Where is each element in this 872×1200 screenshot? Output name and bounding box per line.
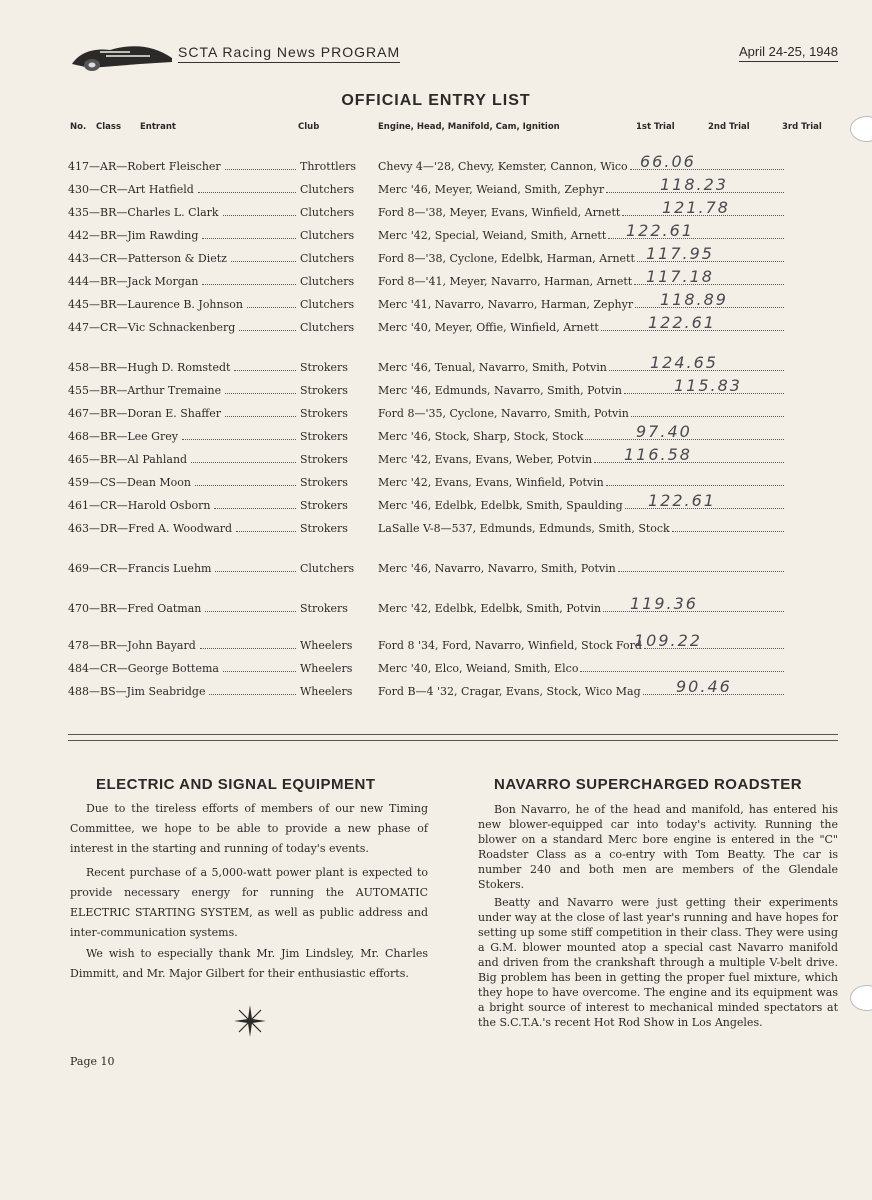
- club-cell: Clutchers: [300, 183, 355, 196]
- club-cell: Clutchers: [300, 229, 355, 242]
- table-row: [68, 562, 838, 580]
- electric-paragraph: Due to the tireless efforts of members of our new Timing Committee, we hope to be able to provide a new phase of interest in the starting and running of today's events.: [70, 802, 428, 855]
- entrant-cell: 459—CS—Dean Moon: [68, 476, 192, 489]
- leader-dots: [191, 462, 296, 463]
- entrant-cell: 484—CR—George Bottema: [68, 662, 219, 675]
- navarro-section-title: NAVARRO SUPERCHARGED ROADSTER: [494, 776, 803, 793]
- club-cell: Clutchers: [300, 252, 355, 265]
- table-row: [68, 407, 838, 425]
- column-trial-2: 2nd Trial: [708, 122, 750, 132]
- table-row: [68, 290, 838, 316]
- club-cell: Clutchers: [300, 321, 355, 334]
- entrant-cell: 455—BR—Arthur Tremaine: [68, 384, 222, 397]
- entry-list-title: OFFICIAL ENTRY LIST: [341, 92, 531, 109]
- entrant-cell: 442—BR—Jim Rawding: [68, 229, 199, 242]
- page-number: Page 10: [70, 1055, 115, 1068]
- column-club: Club: [298, 122, 320, 132]
- table-row: [68, 445, 838, 471]
- section-divider-top: [68, 734, 838, 735]
- column-entrant: Entrant: [140, 122, 176, 132]
- engine-cell: Merc '46, Edelbk, Edelbk, Smith, Spaulding: [378, 499, 623, 512]
- club-cell: Strokers: [300, 499, 348, 512]
- leader-dots: [223, 215, 296, 216]
- engine-cell: Merc '42, Evans, Evans, Winfield, Potvin: [378, 476, 604, 489]
- trial-time-handwritten: 117.18: [646, 267, 714, 286]
- club-cell: Strokers: [300, 453, 348, 466]
- trial-time-handwritten: 124.65: [650, 353, 718, 372]
- electric-section-title: ELECTRIC AND SIGNAL EQUIPMENT: [96, 776, 376, 793]
- engine-cell: Ford 8—'38, Meyer, Evans, Winfield, Arnett: [378, 206, 621, 219]
- leader-dots: [205, 611, 296, 612]
- entrant-cell: 463—DR—Fred A. Woodward: [68, 522, 233, 535]
- leader-dots: [225, 416, 296, 417]
- engine-cell: Merc '46, Edmunds, Navarro, Smith, Potvin: [378, 384, 622, 397]
- table-row: [68, 422, 838, 448]
- leader-dots: [236, 531, 296, 532]
- column-trial-3: 3rd Trial: [782, 122, 822, 132]
- entrant-cell: 430—CR—Art Hatfield: [68, 183, 194, 196]
- club-cell: Strokers: [300, 407, 348, 420]
- section-divider-bottom: [68, 740, 838, 741]
- trial-time-handwritten: 122.61: [648, 491, 716, 510]
- entrant-cell: 444—BR—Jack Morgan: [68, 275, 199, 288]
- engine-cell: Merc '41, Navarro, Navarro, Harman, Zephyr: [378, 298, 634, 311]
- leader-dots: [580, 671, 784, 672]
- table-row: [68, 221, 838, 247]
- table-row: [68, 198, 838, 224]
- leader-dots: [618, 571, 784, 572]
- entrant-cell: 467—BR—Doran E. Shaffer: [68, 407, 221, 420]
- star-ornament-icon: [232, 1003, 268, 1039]
- entrant-cell: 417—AR—Robert Fleischer: [68, 160, 221, 173]
- engine-cell: Ford 8—'38, Cyclone, Edelbk, Harman, Arnett: [378, 252, 635, 265]
- binder-hole-bottom: [850, 985, 872, 1011]
- table-row: [68, 244, 838, 270]
- entrant-cell: 445—BR—Laurence B. Johnson: [68, 298, 243, 311]
- table-row: [68, 313, 838, 339]
- club-cell: Wheelers: [300, 639, 353, 652]
- engine-cell: Merc '46, Stock, Sharp, Stock, Stock: [378, 430, 584, 443]
- trial-time-handwritten: 121.78: [662, 198, 730, 217]
- club-cell: Strokers: [300, 522, 348, 535]
- leader-dots: [672, 531, 784, 532]
- electric-paragraph: Recent purchase of a 5,000-watt power plant is expected to provide necessary energy for running the AUTOMATIC ELECTRIC STARTING SYSTEM, as well as public address and inter-communication systems.: [70, 866, 428, 939]
- engine-cell: Merc '40, Meyer, Offie, Winfield, Arnett: [378, 321, 599, 334]
- engine-cell: Merc '42, Evans, Evans, Weber, Potvin: [378, 453, 593, 466]
- engine-cell: Merc '40, Elco, Weiand, Smith, Elco: [378, 662, 579, 675]
- club-cell: Strokers: [300, 361, 348, 374]
- page-header: [70, 40, 838, 64]
- table-row: [68, 631, 838, 657]
- entrant-cell: 478—BR—John Bayard: [68, 639, 196, 652]
- entrant-cell: 461—CR—Harold Osborn: [68, 499, 211, 512]
- club-cell: Wheelers: [300, 662, 353, 675]
- engine-cell: Chevy 4—'28, Chevy, Kemster, Cannon, Wico: [378, 160, 628, 173]
- table-row: [68, 677, 838, 703]
- entrant-cell: 465—BR—Al Pahland: [68, 453, 188, 466]
- club-cell: Strokers: [300, 602, 348, 615]
- navarro-paragraph: Beatty and Navarro were just getting their experiments under way at the close of last year's running and have hopes for setting up some stiff competition in their class. They were using a G.M. blower mounted atop a special cast Navarro manifold and driven from the crankshaft through a multiple V-belt drive. Big problem has been in getting the proper fuel mixture, which they hope to have overcome. The engine and its equipment was a bright source of interest to mechanical minded spectators at the S.C.T.A.'s recent Hot Rod Show in Los Angeles.: [478, 896, 838, 1029]
- entrant-cell: 469—CR—Francis Luehm: [68, 562, 212, 575]
- trial-time-handwritten: 122.61: [626, 221, 694, 240]
- club-cell: Strokers: [300, 384, 348, 397]
- club-cell: Strokers: [300, 476, 348, 489]
- entrant-cell: 468—BR—Lee Grey: [68, 430, 178, 443]
- table-row: [68, 376, 838, 402]
- engine-cell: Merc '46, Meyer, Weiand, Smith, Zephyr: [378, 183, 605, 196]
- trial-time-handwritten: 109.22: [634, 631, 702, 650]
- column-trial-1: 1st Trial: [636, 122, 675, 132]
- trial-time-handwritten: 66.06: [640, 152, 696, 171]
- club-cell: Strokers: [300, 430, 348, 443]
- club-cell: Clutchers: [300, 275, 355, 288]
- engine-cell: Merc '46, Tenual, Navarro, Smith, Potvin: [378, 361, 607, 374]
- column-engine: Engine, Head, Manifold, Cam, Ignition: [378, 122, 560, 132]
- engine-cell: Merc '42, Edelbk, Edelbk, Smith, Potvin: [378, 602, 602, 615]
- leader-dots: [182, 439, 296, 440]
- entrant-cell: 470—BR—Fred Oatman: [68, 602, 202, 615]
- table-row: [68, 522, 838, 540]
- engine-cell: Merc '42, Special, Weiand, Smith, Arnett: [378, 229, 607, 242]
- club-cell: Clutchers: [300, 206, 355, 219]
- leader-dots: [195, 485, 296, 486]
- trial-time-handwritten: 119.36: [630, 594, 698, 613]
- club-cell: Clutchers: [300, 298, 355, 311]
- trial-time-handwritten: 122.61: [648, 313, 716, 332]
- engine-cell: Merc '46, Navarro, Navarro, Smith, Potvin: [378, 562, 616, 575]
- trial-time-handwritten: 115.83: [674, 376, 742, 395]
- leader-dots: [215, 571, 296, 572]
- leader-dots: [223, 671, 296, 672]
- club-cell: Clutchers: [300, 562, 355, 575]
- table-row: [68, 491, 838, 517]
- binder-hole-top: [850, 116, 872, 142]
- trial-time-handwritten: 90.46: [676, 677, 732, 696]
- entrant-cell: 435—BR—Charles L. Clark: [68, 206, 219, 219]
- club-cell: Throttlers: [300, 160, 357, 173]
- navarro-paragraph: Bon Navarro, he of the head and manifold, has entered his new blower-equipped car into today's activity. Running the blower on a standard Merc bore engine is entered in the "C" Roadster Class as a co-entry with Tom Beatty. The car is number 240 and both men are members of the Glendale Stokers.: [478, 803, 838, 891]
- entrant-cell: 447—CR—Vic Schnackenberg: [68, 321, 236, 334]
- engine-cell: Ford 8—'35, Cyclone, Navarro, Smith, Potvin: [378, 407, 629, 420]
- leader-dots: [225, 393, 296, 394]
- table-row: [68, 476, 838, 494]
- program-date: April 24-25, 1948: [739, 44, 838, 62]
- entrant-cell: 458—BR—Hugh D. Romstedt: [68, 361, 231, 374]
- club-cell: Wheelers: [300, 685, 353, 698]
- leader-dots: [200, 648, 296, 649]
- program-title: SCTA Racing News PROGRAM: [178, 44, 400, 63]
- race-car-logo-icon: [70, 38, 174, 74]
- leader-dots: [209, 694, 296, 695]
- trial-time-handwritten: 97.40: [636, 422, 692, 441]
- trial-time-handwritten: 118.89: [660, 290, 728, 309]
- entrant-cell: 488—BS—Jim Seabridge: [68, 685, 206, 698]
- electric-paragraph: We wish to especially thank Mr. Jim Lindsley, Mr. Charles Dimmitt, and Mr. Major Gilbert for their enthusiastic efforts.: [70, 947, 428, 980]
- column-class: Class: [96, 122, 122, 132]
- leader-dots: [234, 370, 296, 371]
- trial-time-handwritten: 116.58: [624, 445, 692, 464]
- leader-dots: [202, 238, 296, 239]
- trial-time-handwritten: 117.95: [646, 244, 714, 263]
- table-row: [68, 594, 838, 620]
- leader-dots: [631, 416, 784, 417]
- leader-dots: [239, 330, 296, 331]
- leader-dots: [225, 169, 296, 170]
- engine-cell: Ford 8—'41, Meyer, Navarro, Harman, Arnett: [378, 275, 633, 288]
- engine-cell: LaSalle V-8—537, Edmunds, Edmunds, Smith, Stock: [378, 522, 670, 535]
- leader-dots: [606, 485, 784, 486]
- column-no: No.: [70, 122, 87, 132]
- leader-dots: [214, 508, 296, 509]
- engine-cell: Ford B—4 '32, Cragar, Evans, Stock, Wico Mag: [378, 685, 641, 698]
- leader-dots: [202, 284, 296, 285]
- leader-dots: [247, 307, 296, 308]
- leader-dots: [231, 261, 296, 262]
- engine-cell: Ford 8 '34, Ford, Navarro, Winfield, Stock Ford: [378, 639, 642, 652]
- trial-time-handwritten: 118.23: [660, 175, 728, 194]
- leader-dots: [198, 192, 296, 193]
- entrant-cell: 443—CR—Patterson & Dietz: [68, 252, 227, 265]
